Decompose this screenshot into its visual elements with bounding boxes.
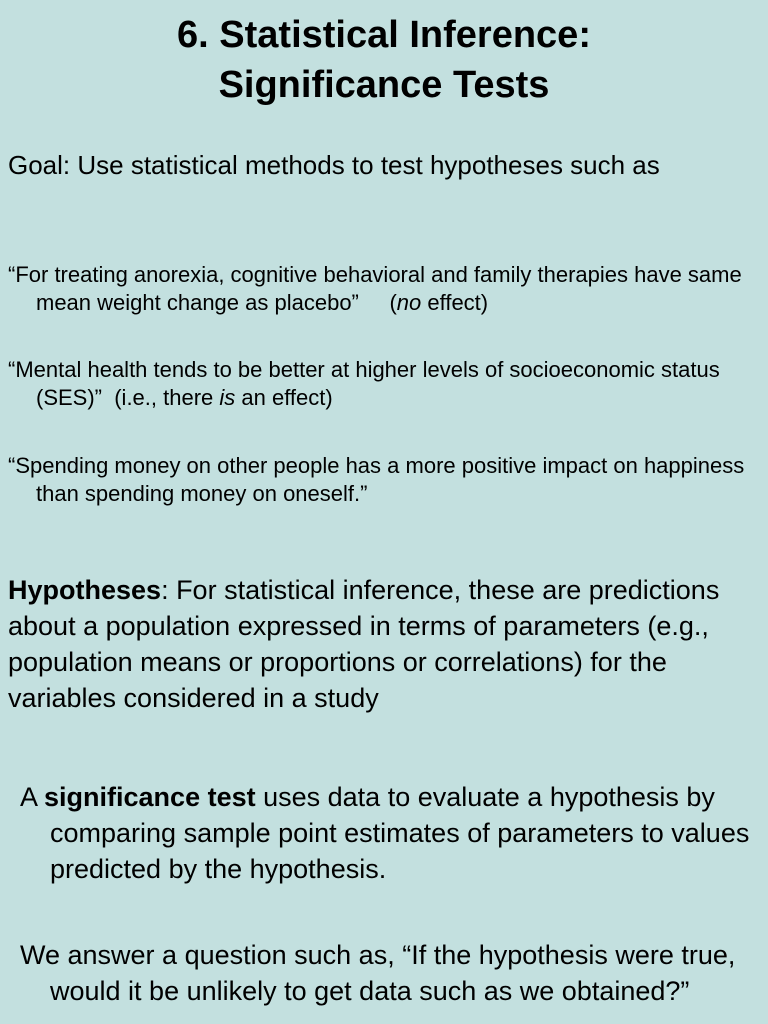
example-hypothesis-mental-health xyxy=(8,356,768,412)
hypotheses-definition xyxy=(8,572,760,716)
example-note-emphasis: is xyxy=(219,385,236,410)
example-note-open: ( xyxy=(389,290,397,315)
significance-test-term: significance test xyxy=(44,782,256,812)
hypotheses-term: Hypotheses xyxy=(8,575,162,605)
example-hypothesis-spending: “Spending money on other people has a more positive impact on happiness than spending money on oneself.” xyxy=(8,453,745,506)
example-note-emphasis: no xyxy=(396,290,422,315)
example-hypothesis-anorexia xyxy=(8,261,768,317)
example-quote-text: “Mental health tends to be better at higher levels of socioeconomic status (SES)” xyxy=(8,357,720,410)
example-quote-text: “For treating anorexia, cognitive behavioral and family therapies have same mean weight change as placebo” xyxy=(8,262,742,315)
goal-paragraph: Goal: Use statistical methods to test hypotheses such as xyxy=(8,150,660,180)
significance-definition-text: uses data to evaluate a hypothesis by comparing sample point estimates of parameters to values predicted by the hypothesis. xyxy=(50,782,750,884)
slide-title xyxy=(0,10,768,110)
hypotheses-definition-text: : For statistical inference, these are predictions about a population expressed in terms of parameters (e.g., population means or proportions or correlations) for the variables considered in a study xyxy=(8,575,720,713)
significance-pre: A xyxy=(20,782,45,812)
example-note-open: (i.e., there xyxy=(114,385,220,410)
example-note-close: effect) xyxy=(421,290,489,315)
significance-test-definition xyxy=(20,779,768,887)
slide-title-line-2: Significance Tests xyxy=(218,64,550,106)
slide-title-line-1: 6. Statistical Inference: xyxy=(177,14,591,56)
key-question-paragraph: We answer a question such as, “If the hypothesis were true, would it be unlikely to get data such as we obtained?” xyxy=(20,940,736,1006)
example-note-close: an effect) xyxy=(235,385,333,410)
